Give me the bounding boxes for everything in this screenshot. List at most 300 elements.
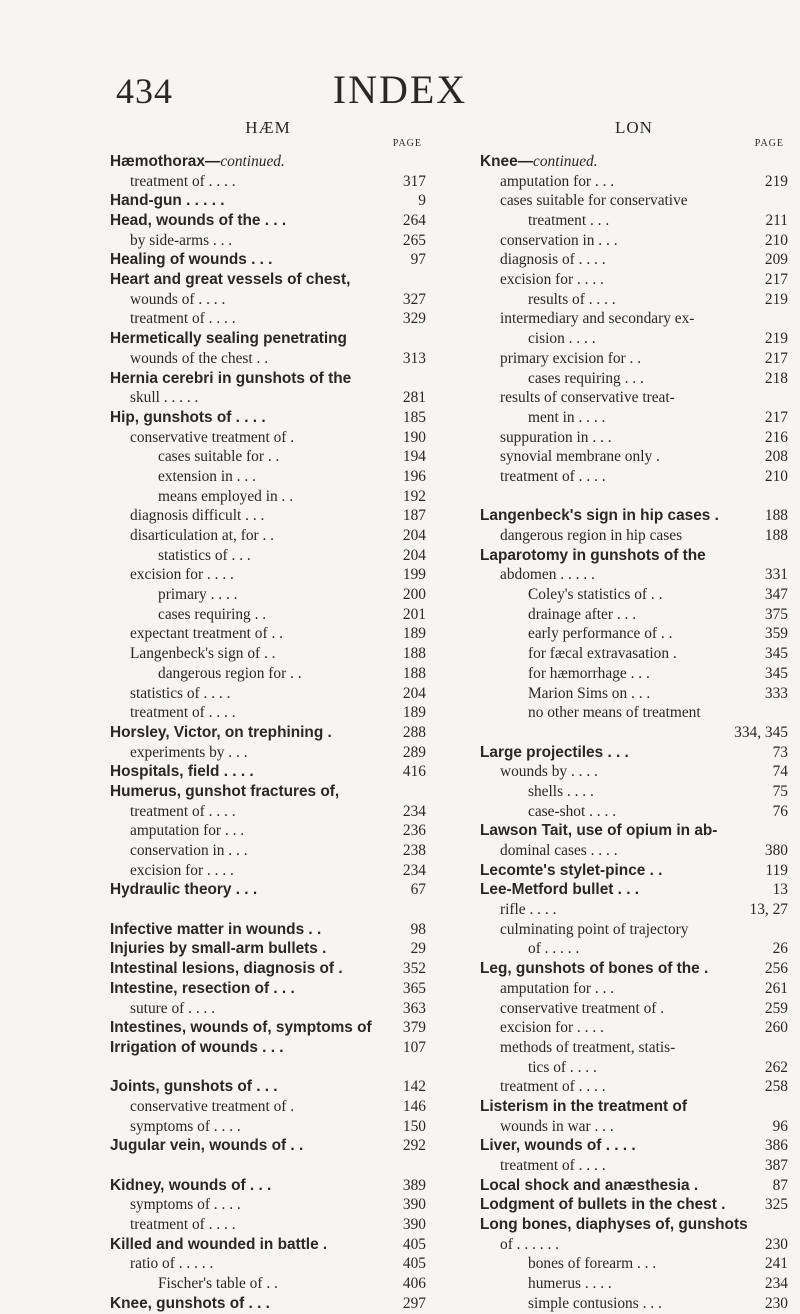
entry-page: 74 xyxy=(772,763,788,781)
index-entry xyxy=(480,1215,788,1235)
index-entry xyxy=(110,1018,426,1038)
index-entry xyxy=(110,1038,426,1058)
right-column-heading: LON xyxy=(615,118,653,137)
index-subentry xyxy=(480,703,788,723)
entry-term: of . . . . . xyxy=(528,940,580,958)
index-entry xyxy=(110,211,426,231)
entry-page: 13 xyxy=(772,881,788,899)
entry-page: 390 xyxy=(402,1216,426,1234)
entry-term: expectant treatment of . . xyxy=(130,625,283,643)
index-entry xyxy=(480,861,788,881)
entry-term: Langenbeck's sign of . . xyxy=(130,645,276,663)
entry-term: primary . . . . xyxy=(158,586,238,604)
index-entry xyxy=(110,329,426,349)
index-subentry xyxy=(480,1274,788,1294)
entry-term: conservative treatment of . xyxy=(500,999,665,1017)
entry-term: Fischer's table of . . xyxy=(158,1275,278,1293)
index-subentry xyxy=(480,310,788,330)
entry-term: by side-arms . . . xyxy=(130,231,233,249)
entry-page: 119 xyxy=(765,861,788,879)
entry-term: symptoms of . . . . xyxy=(130,1117,241,1135)
index-subentry xyxy=(480,329,788,349)
index-entry xyxy=(110,940,426,960)
entry-page: 87 xyxy=(772,1176,788,1194)
index-entry xyxy=(110,1235,426,1255)
index-subentry xyxy=(110,1274,426,1294)
index-subentry xyxy=(110,467,426,487)
index-gap xyxy=(480,487,788,507)
index-subentry xyxy=(480,723,788,743)
entry-page: 345 xyxy=(764,664,788,682)
index-entry xyxy=(110,191,426,211)
entry-page: 262 xyxy=(764,1058,788,1076)
index-entry xyxy=(110,959,426,979)
entry-page: 238 xyxy=(402,842,426,860)
entry-term: conservative treatment of . xyxy=(130,1097,295,1115)
index-subentry xyxy=(110,743,426,763)
index-entry xyxy=(480,1195,788,1215)
entry-page: 260 xyxy=(764,1019,788,1037)
entry-page: 347 xyxy=(764,586,788,604)
entry-page: 217 xyxy=(764,349,788,367)
entry-page: 150 xyxy=(402,1117,426,1135)
entry-page: 230 xyxy=(764,1235,788,1253)
entry-term: Local shock and anæsthesia . xyxy=(480,1176,699,1194)
entry-term: amputation for . . . xyxy=(500,172,615,190)
entry-page: 188 xyxy=(764,527,788,545)
entry-term: Lee-Metford bullet . . . xyxy=(480,881,640,899)
index-subentry xyxy=(110,1117,426,1137)
index-subentry xyxy=(480,211,788,231)
index-subentry xyxy=(480,408,788,428)
entry-page: 188 xyxy=(764,507,788,525)
index-entry xyxy=(110,920,426,940)
entry-page: 187 xyxy=(402,507,426,525)
index-subentry xyxy=(480,762,788,782)
index-entry xyxy=(110,979,426,999)
entry-page: 210 xyxy=(764,231,788,249)
index-subentry xyxy=(480,841,788,861)
index-subentry xyxy=(480,1255,788,1275)
entry-term: treatment of . . . . xyxy=(500,1157,606,1175)
entry-term: treatment of . . . . xyxy=(130,802,236,820)
index-subentry xyxy=(480,644,788,664)
index-subentry xyxy=(110,684,426,704)
entry-page: 200 xyxy=(402,586,426,604)
entry-page: 189 xyxy=(402,625,426,643)
index-subentry xyxy=(480,1018,788,1038)
entry-page: 185 xyxy=(402,408,426,426)
entry-term: Hermetically sealing penetrating xyxy=(110,330,347,348)
entry-page: 13, 27 xyxy=(749,901,788,919)
entry-page: 210 xyxy=(764,467,788,485)
index-subentry xyxy=(110,802,426,822)
entry-term: wounds by . . . . xyxy=(500,763,598,781)
index-subentry xyxy=(480,369,788,389)
entry-term: treatment of . . . . xyxy=(130,310,236,328)
entry-term: symptoms of . . . . xyxy=(130,1196,241,1214)
entry-term: Knee—continued. xyxy=(480,152,598,170)
entry-term: wounds in war . . . xyxy=(500,1117,614,1135)
entry-term: abdomen . . . . . xyxy=(500,566,595,584)
entry-term: dominal cases . . . . xyxy=(500,842,618,860)
entry-term: Intestine, resection of . . . xyxy=(110,979,295,997)
entry-term: Horsley, Victor, on trephining . xyxy=(110,723,332,741)
entry-term: Kidney, wounds of . . . xyxy=(110,1176,272,1194)
entry-page: 380 xyxy=(764,842,788,860)
index-subentry xyxy=(110,821,426,841)
entry-term: primary excision for . . xyxy=(500,349,642,367)
entry-term: cases requiring . . . xyxy=(528,369,644,387)
entry-page: 352 xyxy=(402,960,426,978)
page-number: 434 xyxy=(116,71,173,111)
index-subentry xyxy=(110,585,426,605)
entry-page: 211 xyxy=(765,212,788,230)
entry-term: Long bones, diaphyses of, gunshots xyxy=(480,1216,748,1234)
entry-term: cases suitable for . . xyxy=(158,448,280,466)
index-subentry xyxy=(110,487,426,507)
entry-term: bones of forearm . . . xyxy=(528,1255,657,1273)
entry-page: 329 xyxy=(402,310,426,328)
entry-term: diagnosis of . . . . xyxy=(500,251,606,269)
entry-term: cases requiring . . xyxy=(158,605,267,623)
entry-page: 389 xyxy=(402,1176,426,1194)
left-page-label: PAGE xyxy=(392,138,422,149)
index-subentry xyxy=(480,585,788,605)
entry-page: 230 xyxy=(764,1294,788,1312)
index-entry xyxy=(110,762,426,782)
index-subentry xyxy=(480,1235,788,1255)
index-subentry xyxy=(480,191,788,211)
entry-term: Hydraulic theory . . . xyxy=(110,881,258,899)
entry-term: cases suitable for conservative xyxy=(500,192,688,210)
entry-page: 146 xyxy=(402,1097,426,1115)
index-entry xyxy=(110,369,426,389)
entry-term: disarticulation at, for . . xyxy=(130,527,275,545)
entry-page: 204 xyxy=(402,527,426,545)
entry-page: 345 xyxy=(764,645,788,663)
entry-page: 365 xyxy=(402,979,426,997)
entry-page: 289 xyxy=(402,743,426,761)
entry-page: 67 xyxy=(410,881,426,899)
entry-term: Hip, gunshots of . . . . xyxy=(110,408,266,426)
entry-term: treatment of . . . . xyxy=(130,1216,236,1234)
entry-term: shells . . . . xyxy=(528,782,594,800)
entry-term: Jugular vein, wounds of . . xyxy=(110,1137,304,1155)
entry-page: 219 xyxy=(764,290,788,308)
index-entry xyxy=(480,880,788,900)
entry-term: Lodgment of bullets in the chest . xyxy=(480,1196,726,1214)
entry-term: amputation for . . . xyxy=(500,979,615,997)
entry-page: 363 xyxy=(402,999,426,1017)
entry-term: Intestines, wounds of, symptoms of xyxy=(110,1019,372,1037)
entry-term: Heart and great vessels of chest, xyxy=(110,271,351,289)
entry-page: 217 xyxy=(764,408,788,426)
entry-page: 359 xyxy=(764,625,788,643)
index-entry xyxy=(480,1136,788,1156)
entry-term: Humerus, gunshot fractures of, xyxy=(110,782,340,800)
entry-term: Irrigation of wounds . . . xyxy=(110,1038,284,1056)
entry-page: 218 xyxy=(764,369,788,387)
entry-page: 325 xyxy=(764,1196,788,1214)
entry-page: 234 xyxy=(764,1275,788,1293)
entry-page: 142 xyxy=(402,1078,426,1096)
index-subentry xyxy=(110,605,426,625)
entry-page: 209 xyxy=(764,251,788,269)
entry-page: 188 xyxy=(402,645,426,663)
index-subentry xyxy=(110,349,426,369)
index-subentry xyxy=(480,1117,788,1137)
index-subentry xyxy=(110,526,426,546)
entry-term: Intestinal lesions, diagnosis of . xyxy=(110,960,343,978)
entry-page: 333 xyxy=(764,684,788,702)
index-entry xyxy=(110,1176,426,1196)
index-subentry xyxy=(110,999,426,1019)
entry-term: statistics of . . . xyxy=(158,546,251,564)
index-subentry xyxy=(110,388,426,408)
entry-term: no other means of treatment xyxy=(528,704,701,722)
entry-page: 216 xyxy=(764,428,788,446)
index-subentry xyxy=(480,388,788,408)
index-subentry xyxy=(480,270,788,290)
index-subentry xyxy=(110,625,426,645)
entry-page: 192 xyxy=(402,487,426,505)
entry-term: conservation in . . . xyxy=(500,231,618,249)
entry-term: wounds of the chest . . xyxy=(130,349,269,367)
entry-term: treatment . . . xyxy=(528,212,610,230)
index-entry xyxy=(110,1077,426,1097)
entry-page: 259 xyxy=(764,999,788,1017)
entry-page: 188 xyxy=(402,664,426,682)
index-subentry xyxy=(110,1215,426,1235)
entry-term: Coley's statistics of . . xyxy=(528,586,663,604)
entry-term: for fæcal extravasation . xyxy=(528,645,677,663)
index-gap xyxy=(110,900,426,920)
entry-page: 405 xyxy=(402,1255,426,1273)
entry-page: 406 xyxy=(402,1275,426,1293)
index-entry xyxy=(480,743,788,763)
index-subentry xyxy=(480,1058,788,1078)
entry-term: Joints, gunshots of . . . xyxy=(110,1078,278,1096)
page-title: INDEX xyxy=(332,67,468,112)
entry-page: 292 xyxy=(402,1137,426,1155)
index-subentry xyxy=(480,349,788,369)
entry-term: experiments by . . . xyxy=(130,743,248,761)
entry-term: results of . . . . xyxy=(528,290,616,308)
entry-term: wounds of . . . . xyxy=(130,290,226,308)
entry-term: synovial membrane only . xyxy=(500,448,660,466)
entry-term: treatment of . . . . xyxy=(500,467,606,485)
entry-term: Lecomte's stylet-pince . . xyxy=(480,861,663,879)
entry-term: treatment of . . . . xyxy=(130,704,236,722)
index-subentry xyxy=(110,506,426,526)
index-entry xyxy=(110,408,426,428)
index-subentry xyxy=(110,447,426,467)
entry-term: Healing of wounds . . . xyxy=(110,251,273,269)
entry-page: 261 xyxy=(764,979,788,997)
index-subentry xyxy=(480,250,788,270)
entry-term: humerus . . . . xyxy=(528,1275,612,1293)
entry-term: extension in . . . xyxy=(158,467,256,485)
index-subentry xyxy=(480,782,788,802)
entry-page: 96 xyxy=(772,1117,788,1135)
index-entry xyxy=(480,1176,788,1196)
entry-term: intermediary and secondary ex- xyxy=(500,310,695,328)
index-subentry xyxy=(110,231,426,251)
index-subentry xyxy=(480,940,788,960)
index-entry xyxy=(480,821,788,841)
entry-term: Hand-gun . . . . . xyxy=(110,192,225,210)
index-entry xyxy=(110,1136,426,1156)
entry-term: results of conservative treat- xyxy=(500,389,675,407)
entry-term: suture of . . . . xyxy=(130,999,216,1017)
entry-page: 26 xyxy=(772,940,788,958)
index-entry xyxy=(110,782,426,802)
entry-page: 73 xyxy=(772,743,788,761)
index-entry xyxy=(480,506,788,526)
entry-term: excision for . . . . xyxy=(500,271,604,289)
entry-page: 375 xyxy=(764,605,788,623)
entry-term: rifle . . . . xyxy=(500,901,557,919)
entry-term: excision for . . . . xyxy=(130,566,234,584)
entry-page: 199 xyxy=(402,566,426,584)
entry-term: Injuries by small-arm bullets . xyxy=(110,940,327,958)
index-subentry xyxy=(110,172,426,192)
entry-page: 390 xyxy=(402,1196,426,1214)
entry-term: Knee, gunshots of . . . xyxy=(110,1294,270,1312)
index-subentry xyxy=(480,526,788,546)
entry-page: 107 xyxy=(402,1038,426,1056)
index-subentry xyxy=(110,1097,426,1117)
entry-page: 204 xyxy=(402,546,426,564)
index-entry xyxy=(480,152,788,172)
entry-term: case-shot . . . . xyxy=(528,802,617,820)
index-entry xyxy=(480,959,788,979)
index-subentry xyxy=(480,428,788,448)
entry-page: 281 xyxy=(402,389,426,407)
entry-page: 334, 345 xyxy=(734,723,788,741)
entry-term: Leg, gunshots of bones of the . xyxy=(480,960,709,978)
entry-term: conservative treatment of . xyxy=(130,428,295,446)
entry-term: Killed and wounded in battle . xyxy=(110,1235,328,1253)
index-subentry xyxy=(110,644,426,664)
entry-page: 258 xyxy=(764,1078,788,1096)
entry-term: of . . . . . . xyxy=(500,1235,559,1253)
entry-page: 9 xyxy=(418,192,426,210)
index-entry xyxy=(480,546,788,566)
entry-page: 189 xyxy=(402,704,426,722)
entry-page: 317 xyxy=(402,172,426,190)
entry-term: ment in . . . . xyxy=(528,408,606,426)
entry-term: means employed in . . xyxy=(158,487,294,505)
entry-page: 236 xyxy=(402,822,426,840)
index-subentry xyxy=(480,920,788,940)
entry-term: cision . . . . xyxy=(528,330,596,348)
index-subentry xyxy=(480,900,788,920)
index-subentry xyxy=(110,861,426,881)
index-subentry xyxy=(110,1195,426,1215)
index-entry xyxy=(110,250,426,270)
index-gap xyxy=(110,1156,426,1176)
index-subentry xyxy=(110,428,426,448)
right-page-label: PAGE xyxy=(754,138,784,149)
entry-page: 331 xyxy=(764,566,788,584)
index-subentry xyxy=(480,802,788,822)
index-subentry xyxy=(480,625,788,645)
index-subentry xyxy=(480,979,788,999)
entry-page: 327 xyxy=(402,290,426,308)
entry-term: skull . . . . . xyxy=(130,389,199,407)
left-entries xyxy=(110,152,426,1314)
entry-term: methods of treatment, statis- xyxy=(500,1038,676,1056)
entry-page: 241 xyxy=(764,1255,788,1273)
index-subentry xyxy=(480,447,788,467)
entry-term: statistics of . . . . xyxy=(130,684,231,702)
entry-term: dangerous region in hip cases xyxy=(500,527,683,545)
index-subentry xyxy=(110,565,426,585)
entry-page: 208 xyxy=(764,448,788,466)
index-entry xyxy=(110,152,426,172)
index-subentry xyxy=(480,231,788,251)
index-subentry xyxy=(480,1294,788,1314)
entry-term: excision for . . . . xyxy=(130,861,234,879)
index-entry xyxy=(110,723,426,743)
entry-term: conservation in . . . xyxy=(130,842,248,860)
entry-term: Hæmothorax—continued. xyxy=(110,152,285,170)
index-subentry xyxy=(110,546,426,566)
index-subentry xyxy=(480,1156,788,1176)
entry-page: 234 xyxy=(402,802,426,820)
entry-term: Head, wounds of the . . . xyxy=(110,212,287,230)
entry-page: 379 xyxy=(402,1019,426,1037)
entry-page: 75 xyxy=(772,782,788,800)
entry-page: 256 xyxy=(764,960,788,978)
entry-term: Listerism in the treatment of xyxy=(480,1097,687,1115)
entry-page: 76 xyxy=(772,802,788,820)
entry-term: treatment of . . . . xyxy=(130,172,236,190)
entry-term: ratio of . . . . . xyxy=(130,1255,214,1273)
entry-term: early performance of . . xyxy=(528,625,673,643)
entry-page: 219 xyxy=(764,172,788,190)
index-subentry xyxy=(110,1255,426,1275)
index-gap xyxy=(110,1058,426,1078)
entry-page: 98 xyxy=(410,920,426,938)
entry-page: 386 xyxy=(764,1137,788,1155)
index-subentry xyxy=(480,290,788,310)
index-subentry xyxy=(110,841,426,861)
index-entry xyxy=(110,880,426,900)
entry-term: excision for . . . . xyxy=(500,1019,604,1037)
index-subentry xyxy=(480,565,788,585)
entry-page: 97 xyxy=(410,251,426,269)
entry-page: 194 xyxy=(402,448,426,466)
entry-term: drainage after . . . xyxy=(528,605,637,623)
entry-page: 219 xyxy=(764,330,788,348)
right-entries xyxy=(480,152,788,1314)
index-entry xyxy=(110,270,426,290)
index-subentry xyxy=(480,172,788,192)
index-subentry xyxy=(110,664,426,684)
index-subentry xyxy=(110,310,426,330)
entry-term: for hæmorrhage . . . xyxy=(528,664,650,682)
entry-term: Langenbeck's sign in hip cases . xyxy=(480,507,719,525)
entry-term: Liver, wounds of . . . . xyxy=(480,1137,636,1155)
entry-term: suppuration in . . . xyxy=(500,428,612,446)
entry-term: Laparotomy in gunshots of the xyxy=(480,546,706,564)
entry-term: amputation for . . . xyxy=(130,822,245,840)
entry-term: Lawson Tait, use of opium in ab- xyxy=(480,822,718,840)
entry-term: culminating point of trajectory xyxy=(500,920,689,938)
